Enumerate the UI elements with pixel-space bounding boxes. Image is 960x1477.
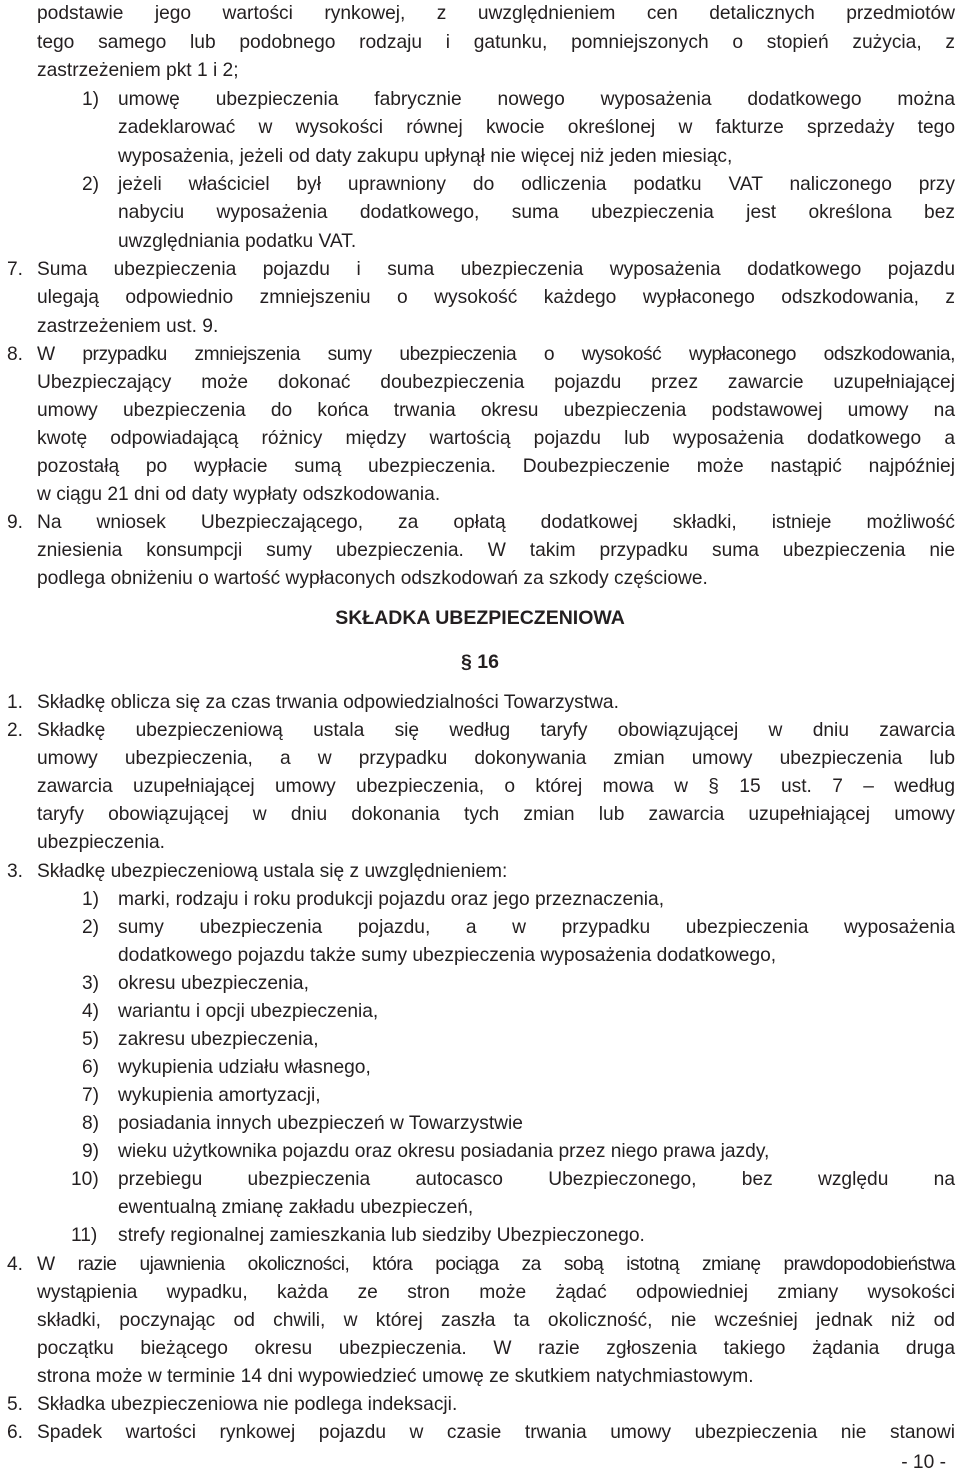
text-line: zakresu ubezpieczenia,	[118, 1029, 319, 1050]
text-line: początku bieżącego okresu ubezpieczenia. W razie zgłoszenia takiego żądania druga	[37, 1338, 955, 1359]
list-number: 5)	[82, 1029, 100, 1050]
section-number: § 16	[461, 651, 499, 673]
text-line: ulegają odpowiednio zmniejszeniu o wysokość każdego wypłaconego odszkodowania, z	[37, 287, 955, 308]
text-line: w ciągu 21 dni od daty wypłaty odszkodowania.	[37, 484, 441, 505]
text-line: podlega obniżeniu o wartość wypłaconych odszkodowań za szkody częściowe.	[37, 568, 708, 589]
text-line: Składkę oblicza się za czas trwania odpowiedzialności Towarzystwa.	[37, 692, 619, 713]
text-line: Składkę ubezpieczeniową ustala się według taryfy obowiązującej w dniu zawarcia	[37, 720, 955, 741]
text-line: Na wniosek Ubezpieczającego, za opłatą dodatkowej składki, istnieje możliwość	[37, 512, 955, 533]
list-number: 2)	[82, 174, 100, 195]
text-line: W razie ujawnienia okoliczności, która pociąga za sobą istotną zmianę prawdopodobieństwa	[37, 1254, 955, 1275]
text-line: tego samego lub podobnego rodzaju i gatunku, pomniejszonych o stopień zużycia, z	[37, 32, 955, 53]
text-line: W przypadku zmniejszenia sumy ubezpieczenia o wysokość wypłaconego odszkodowania,	[37, 344, 955, 365]
text-line: Suma ubezpieczenia pojazdu i suma ubezpieczenia wyposażenia dodatkowego pojazdu	[37, 259, 955, 280]
text-line: zawarcia uzupełniającej umowy ubezpieczenia, o której mowa w § 15 ust. 7 – według	[37, 776, 955, 797]
list-number: 1)	[82, 889, 100, 910]
section-title: SKŁADKA UBEZPIECZENIOWA	[335, 607, 625, 629]
text-line: Składka ubezpieczeniowa nie podlega indeksacji.	[37, 1394, 458, 1415]
list-number: 8)	[82, 1113, 100, 1134]
text-line: ubezpieczenia.	[37, 832, 166, 853]
text-line: zastrzeżeniem pkt 1 i 2;	[37, 60, 239, 81]
text-line: dodatkowego pojazdu także sumy ubezpieczenia wyposażenia dodatkowego,	[118, 945, 777, 966]
text-line: wyposażenia, jeżeli od daty zakupu upłynął nie więcej niż jeden miesiąc,	[118, 146, 733, 167]
text-line: nabyciu wyposażenia dodatkowego, suma ubezpieczenia jest określona bez	[118, 202, 955, 223]
list-number: 9)	[82, 1141, 100, 1162]
text-line: pozostałą po wypłacie sumą ubezpieczenia. Doubezpieczenie może nastąpić najpóźniej	[37, 456, 955, 477]
text-line: posiadania innych ubezpieczeń w Towarzystwie	[118, 1113, 523, 1134]
list-number: 9.	[7, 512, 24, 533]
text-line: Spadek wartości rynkowej pojazdu w czasie trwania umowy ubezpieczenia nie stanowi	[37, 1422, 955, 1443]
list-number: 5.	[7, 1394, 24, 1415]
list-number: 2.	[7, 720, 24, 741]
list-number: 11)	[71, 1225, 98, 1246]
list-number: 8.	[7, 344, 24, 365]
text-line: sumy ubezpieczenia pojazdu, a w przypadku ubezpieczenia wyposażenia	[118, 917, 955, 938]
text-line: Składkę ubezpieczeniową ustala się z uwzględnieniem:	[37, 861, 508, 882]
list-number: 6)	[82, 1057, 100, 1078]
text-line: ewentualną zmianę zakładu ubezpieczeń,	[118, 1197, 474, 1218]
text-line: wykupienia udziału własnego,	[118, 1057, 371, 1078]
text-line: przebiegu ubezpieczenia autocasco Ubezpieczonego, bez względu na	[118, 1169, 955, 1190]
list-number: 4.	[7, 1254, 24, 1275]
page-number: - 10 -	[901, 1452, 946, 1473]
text-line: zastrzeżeniem ust. 9.	[37, 316, 219, 337]
text-line: umowę ubezpieczenia fabrycznie nowego wyposażenia dodatkowego można	[118, 89, 955, 110]
text-line: uwzględniania podatku VAT.	[118, 231, 357, 252]
text-line: strona może w terminie 14 dni wypowiedzieć umowę ze skutkiem natychmiastowym.	[37, 1366, 754, 1387]
list-number: 1.	[7, 692, 24, 713]
text-line: zadeklarować w wysokości równej kwocie określonej w fakturze sprzedaży tego	[118, 117, 955, 138]
text-line: składki, poczynając od chwili, w której zaszła ta okoliczność, nie wcześniej jednak niż od	[37, 1310, 955, 1331]
text-line: wieku użytkownika pojazdu oraz okresu posiadania przez niego prawa jazdy,	[118, 1141, 770, 1162]
text-line: Ubezpieczający może dokonać doubezpieczenia pojazdu przez zawarcie uzupełniającej	[37, 372, 955, 393]
list-number: 3.	[7, 861, 24, 882]
text-line: umowy ubezpieczenia do końca trwania okresu ubezpieczenia podstawowej umowy na	[37, 400, 955, 421]
text-line: marki, rodzaju i roku produkcji pojazdu oraz jego przeznaczenia,	[118, 889, 665, 910]
list-number: 3)	[82, 973, 100, 994]
list-number: 2)	[82, 917, 100, 938]
text-line: umowy ubezpieczenia, a w przypadku dokonywania zmian umowy ubezpieczenia lub	[37, 748, 955, 769]
list-number: 7.	[7, 259, 24, 280]
text-line: kwotę odpowiadającą różnicy między wartością pojazdu lub wyposażenia dodatkowego a	[37, 428, 955, 449]
list-number: 6.	[7, 1422, 24, 1443]
list-number: 1)	[82, 89, 100, 110]
list-number: 7)	[82, 1085, 100, 1106]
text-line: zniesienia konsumpcji sumy ubezpieczenia. W takim przypadku suma ubezpieczenia nie	[37, 540, 955, 561]
text-line: okresu ubezpieczenia,	[118, 973, 309, 994]
text-line: strefy regionalnej zamieszkania lub siedziby Ubezpieczonego.	[118, 1225, 645, 1246]
list-number: 4)	[82, 1001, 100, 1022]
text-line: jeżeli właściciel był uprawniony do odliczenia podatku VAT naliczonego przy	[118, 174, 955, 195]
text-line: taryfy obowiązującej w dniu dokonania tych zmian lub zawarcia uzupełniającej umowy	[37, 804, 955, 825]
text-line: podstawie jego wartości rynkowej, z uwzględnieniem cen detalicznych przedmiotów	[37, 3, 955, 24]
text-line: wykupienia amortyzacji,	[118, 1085, 321, 1106]
text-line: wariantu i opcji ubezpieczenia,	[118, 1001, 379, 1022]
text-line: wystąpienia wypadku, każda ze stron może żądać odpowiedniej zmiany wysokości	[37, 1282, 955, 1303]
list-number: 10)	[71, 1169, 99, 1190]
